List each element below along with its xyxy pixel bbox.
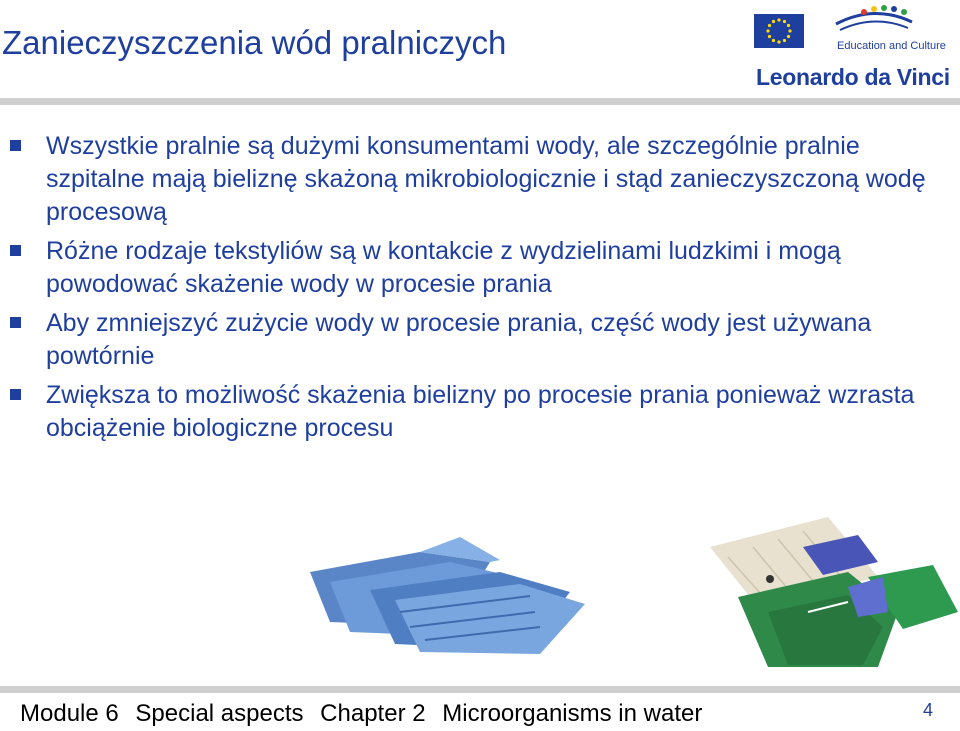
eu-star-icon: [768, 35, 771, 38]
eu-star-icon: [783, 39, 786, 42]
eu-star-icon: [787, 24, 790, 27]
leonardo-mark-icon: [834, 2, 914, 36]
square-bullet-icon: [10, 317, 21, 328]
bullet-text: Różne rodzaje tekstyliów są w kontakcie z wydzielinami ludzkimi i mogą powodować skażenie wody w procesie prania: [46, 237, 841, 298]
bullet-item: [10, 379, 950, 445]
bullet-text: Zwiększa to możliwość skażenia bielizny po procesie prania ponieważ wzrasta obciążenie biologiczne procesu: [46, 381, 915, 442]
bullet-item: [10, 307, 950, 373]
eu-star-icon: [772, 20, 775, 23]
bullet-item: [10, 130, 950, 229]
footer-chapter: Chapter 2: [320, 700, 426, 727]
square-bullet-icon: [10, 245, 21, 256]
footer-chapter-title: Microorganisms in water: [442, 700, 703, 727]
footer-module: Module 6: [20, 700, 119, 727]
bullet-list: [10, 130, 950, 451]
page-number: 4: [923, 700, 934, 720]
eu-star-icon: [768, 24, 771, 27]
folded-blue-textiles-image: [300, 532, 590, 657]
square-bullet-icon: [10, 389, 21, 400]
top-divider: [0, 98, 960, 105]
eu-star-icon: [787, 35, 790, 38]
eu-star-icon: [777, 18, 780, 21]
bullet-item: [10, 235, 950, 301]
bullet-text: Wszystkie pralnie są dużymi konsumentami wody, ale szczególnie pralnie szpitalne mają bieliznę skażoną mikrobiologicznie i stąd zanieczyszczoną wodę procesową: [46, 132, 926, 226]
eu-star-icon: [783, 20, 786, 23]
footer-topic: Special aspects: [135, 700, 304, 727]
education-culture-label: Education and Culture: [837, 40, 946, 52]
eu-star-icon: [766, 29, 769, 32]
eu-star-icon: [788, 29, 791, 32]
bottom-divider: [0, 686, 960, 693]
green-textiles-image: [708, 517, 960, 667]
bullet-text: Aby zmniejszyć zużycie wody w procesie prania, część wody jest używana powtórnie: [46, 309, 872, 370]
eu-flag-icon: [754, 14, 804, 48]
eu-star-icon: [777, 40, 780, 43]
slide-title: Zanieczyszczenia wód pralniczych: [2, 24, 507, 61]
eu-star-icon: [772, 39, 775, 42]
leonardo-da-vinci-logo: Leonardo da Vinci: [756, 64, 950, 90]
footer: [20, 700, 712, 728]
square-bullet-icon: [10, 140, 21, 151]
